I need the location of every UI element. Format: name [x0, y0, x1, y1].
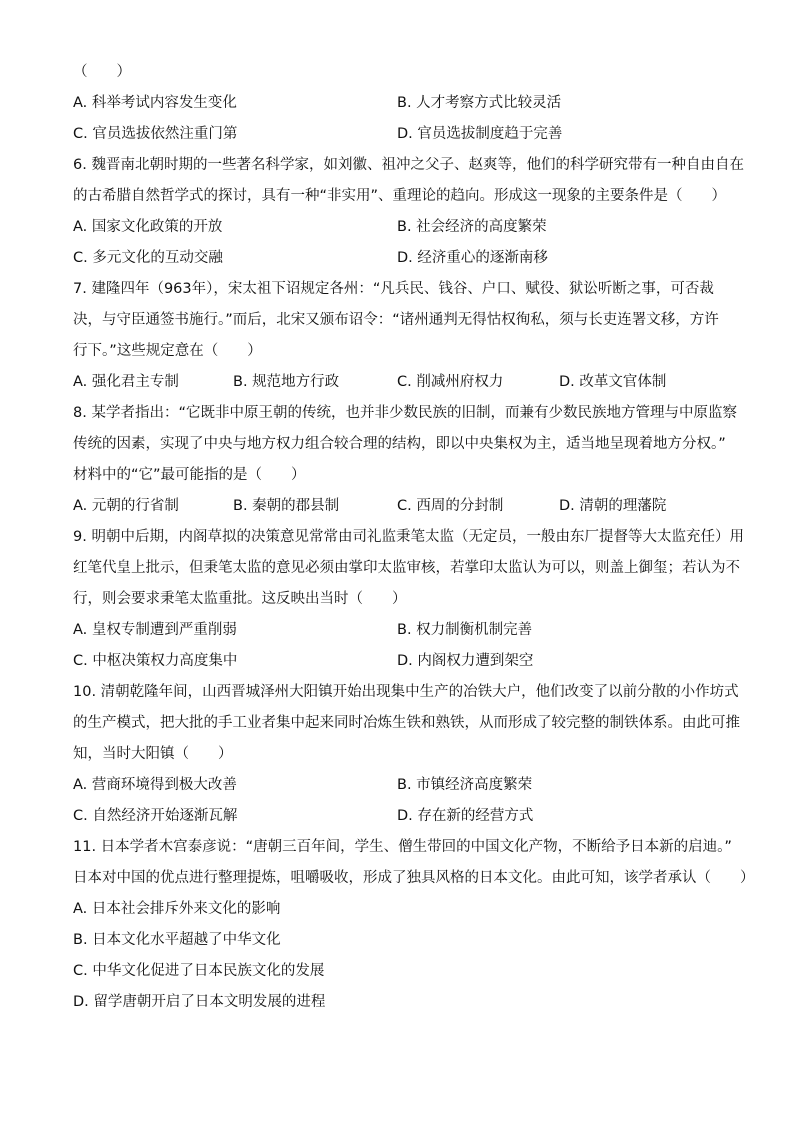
- question-6: [73, 155, 744, 268]
- question-8-stem-line: 8. 某学者指出：“它既非中原王朝的传统，也并非少数民族的旧制，而兼有少数民族地方管理与中原监察: [73, 405, 737, 421]
- question-10-options-row-1: [73, 775, 733, 795]
- question-11-option-d[interactable]: D. 留学唐朝开启了日本文明发展的进程: [73, 994, 326, 1010]
- question-10-option-c[interactable]: C. 自然经济开始逐渐瓦解: [73, 808, 238, 824]
- question-7-option-a[interactable]: A. 强化君主专制: [73, 374, 179, 390]
- question-7: [73, 279, 733, 392]
- question-5-option-c[interactable]: C. 官员选拔依然注重门第: [73, 126, 238, 142]
- question-8-options-row: [73, 496, 733, 516]
- question-11-option-a[interactable]: A. 日本社会排斥外来文化的影响: [73, 901, 281, 917]
- question-8-option-d[interactable]: D. 清朝的理藩院: [559, 498, 667, 514]
- question-6-option-b[interactable]: B. 社会经济的高度繁荣: [397, 219, 547, 235]
- question-5-option-a[interactable]: A. 科举考试内容发生变化: [73, 95, 237, 111]
- question-5-options-row-2: [73, 124, 733, 144]
- question-6-stem-line: 6. 魏晋南北朝时期的一些著名科学家，如刘徽、祖冲之父子、赵爽等，他们的科学研究带有一种自由自在: [73, 157, 744, 173]
- question-8-option-c[interactable]: C. 西周的分封制: [397, 498, 504, 514]
- question-7-option-b[interactable]: B. 规范地方行政: [233, 374, 340, 390]
- question-8-option-a[interactable]: A. 元朝的行省制: [73, 498, 179, 514]
- question-8-stem-line: 传统的因素，实现了中央与地方权力组合较合理的结构，即以中央集权为主，适当地呈现着地方分权。”: [73, 436, 726, 452]
- question-6-options-row-1: [73, 217, 733, 237]
- question-9-option-a[interactable]: A. 皇权专制遭到严重削弱: [73, 622, 237, 638]
- question-9-stem-line: 9. 明朝中后期，内阁草拟的决策意见常常由司礼监秉笔太监（无定员，一般由东厂提督等大太监充任）用: [73, 529, 744, 545]
- question-9-option-c[interactable]: C. 中枢决策权力高度集中: [73, 653, 238, 669]
- question-7-stem-line: 行下。”这些规定意在（ ）: [73, 343, 262, 359]
- question-8-stem-line: 材料中的“它”最可能指的是（ ）: [73, 467, 306, 483]
- question-10: [73, 682, 740, 826]
- question-9-option-d[interactable]: D. 内阁权力遭到架空: [397, 653, 534, 669]
- question-6-options-row-2: [73, 248, 733, 268]
- question-9: [73, 527, 744, 671]
- question-7-stem-line: 7. 建隆四年（963年），宋太祖下诏规定各州：“凡兵民、钱谷、户口、赋役、狱讼听断之事，可否裁: [73, 281, 714, 297]
- question-7-option-c[interactable]: C. 削减州府权力: [397, 374, 504, 390]
- question-10-stem-line: 的生产模式，把大批的手工业者集中起来同时冶炼生铁和熟铁，从而形成了较完整的制铁体系。由此可推: [73, 715, 740, 731]
- question-6-option-a[interactable]: A. 国家文化政策的开放: [73, 219, 223, 235]
- question-10-option-d[interactable]: D. 存在新的经营方式: [397, 808, 534, 824]
- question-11-option-c[interactable]: C. 中华文化促进了日本民族文化的发展: [73, 963, 325, 979]
- question-5-stem-tail: （ ）: [73, 64, 131, 80]
- question-7-options-row: [73, 372, 733, 392]
- question-9-option-b[interactable]: B. 权力制衡机制完善: [397, 622, 533, 638]
- question-10-option-a[interactable]: A. 营商环境得到极大改善: [73, 777, 237, 793]
- question-11-option-b[interactable]: B. 日本文化水平超越了中华文化: [73, 932, 281, 948]
- question-9-stem-line: 红笔代皇上批示，但秉笔太监的意见必须由掌印太监审核，若掌印太监认为可以，则盖上御玺；若认为不: [73, 560, 740, 576]
- question-6-stem-line: 的古希腊自然哲学式的探讨，具有一种“非实用”、重理论的趋向。形成这一现象的主要条件是（ ）: [73, 188, 727, 204]
- question-7-option-d[interactable]: D. 改革文官体制: [559, 374, 667, 390]
- question-5-option-d[interactable]: D. 官员选拔制度趋于完善: [397, 126, 563, 142]
- question-10-stem-line: 知，当时大阳镇（ ）: [73, 746, 233, 762]
- question-5-options-row-1: [73, 93, 733, 113]
- exam-page: [73, 62, 755, 1023]
- question-11-stem-line: 日本对中国的优点进行整理提炼，咀嚼吸收，形成了独具风格的日本文化。由此可知，该学者承认（ ）: [73, 870, 755, 886]
- question-9-options-row-1: [73, 620, 733, 640]
- question-7-stem-line: 决，与守臣通签书施行。”而后，北宋又颁布诏令：“诸州通判无得怙权徇私，须与长吏连署文移，方许: [73, 312, 719, 328]
- question-5-option-b[interactable]: B. 人才考察方式比较灵活: [397, 95, 562, 111]
- question-11: [73, 837, 755, 1012]
- question-10-option-b[interactable]: B. 市镇经济高度繁荣: [397, 777, 533, 793]
- question-10-stem-line: 10. 清朝乾隆年间，山西晋城泽州大阳镇开始出现集中生产的冶铁大户，他们改变了以前分散的小作坊式: [73, 684, 739, 700]
- question-11-stem-line: 11. 日本学者木宫泰彦说：“唐朝三百年间，学生、僧生带回的中国文化产物，不断给予日本新的启迪。”: [73, 839, 732, 855]
- question-9-options-row-2: [73, 651, 733, 671]
- question-8: [73, 403, 737, 516]
- question-8-option-b[interactable]: B. 秦朝的郡县制: [233, 498, 340, 514]
- question-9-stem-line: 行，则会要求秉笔太监重批。这反映出当时（ ）: [73, 591, 407, 607]
- question-6-option-c[interactable]: C. 多元文化的互动交融: [73, 250, 223, 266]
- question-6-option-d[interactable]: D. 经济重心的逐渐南移: [397, 250, 548, 266]
- question-10-options-row-2: [73, 806, 733, 826]
